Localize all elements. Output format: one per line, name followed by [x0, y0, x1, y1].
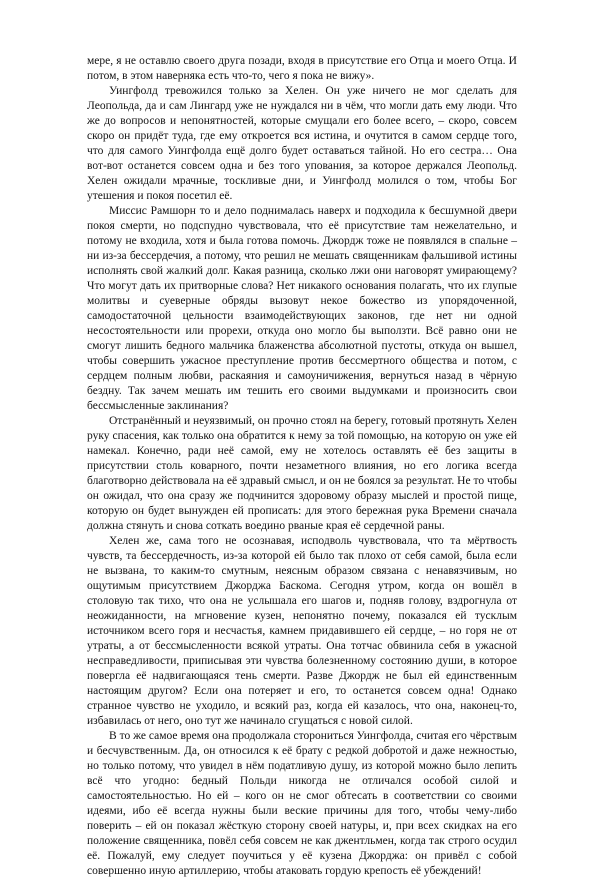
paragraph-helen-feelings: Хелен же, сама того не осознавая, исподволь чувствовала, что та мёртвость чувств, та бессердечность, из-за которой ей было так плохо от себя самой, была если не вызвана, то каким-то смутным, неясным образом связана с ненавязчивым, но ощутимым присутствием Джорджа Баскома. Сегодня утром, когда он вошёл в столовую так тихо, что она не услышала его шагов и, подняв голову, вздрогнула от неожиданности, на мгновение кузен, непонятно почему, показался ей тусклым источником всего горя и несчастья, камнем придавившего ей сердце, – но горя не от утраты, а от бессмысленности всякой утраты. Она тотчас обвинила себя в ужасной несправедливости, приписывая эти чувства болезненному состоянию души, в которое повергла её надвигающаяся тень смерти. Разве Джордж не был ей единственным настоящим другом? Если она потеряет и его, то останется совсем одна! Однако странное чувство не уходило, и всякий раз, когда ей казалось, что она, наконец-то, избавилась от него, оно тут же начинало сгущаться с новой силой.: [87, 535, 517, 727]
paragraph-detached: Отстранённый и неуязвимый, он прочно стоял на берегу, готовый протянуть Хелен руку спасения, как только она обратится к нему за той помощью, на которую он уже ей намекал. Конечно, ради неё самой, ему не хотелось оставлять её без защиты в присутствии столь коварного, почти незаметного влияния, но его логика всегда благотворно действовала на её здравый смысл, и он не боялся за результат. Не то чтобы он ожидал, что она сразу же подчинится здоровому образу мыслей и простой пище, которую он будет вынужден ей прописать: для этого бережная рука Времени сначала должна стянуть и снова соткать воедино рваные края её сердечной раны.: [87, 415, 517, 532]
paragraph-mrs-ramshorn: Миссис Рамшорн то и дело поднималась наверх и подходила к бесшумной двери покоя смерти, но подспудно чувствовала, что её присутствие там нежелательно, и потому не входила, хотя и была готова помочь. Джордж тоже не появлялся в спальне – ни из-за бессердечия, а потому, что решил не мешать священникам фальшивой истины исполнять свой жалкий долг. Какая разница, сколько лжи они наговорят умирающему? Что могут дать их притворные слова? Нет никакого основания полагать, что их глупые молитвы и суеверные обряды вызовут некое божество из упорядоченной, самодостаточной цельности взаимодействующих законов, где нет ни одной несостоятельности или прорехи, откуда оно могло бы выползти. Всё равно они не смогут лишить бедного мальчика блаженства абсолютной пустоты, откуда он вышел, чтобы совершить ужасное преступление против бессмертного общества и потом, с сердцем полным любви, раскаяния и самоуничижения, вернуться назад в чёрную бездну. Так зачем мешать им тешить его своими выдумками и произносить свои бессмысленные заклинания?: [87, 205, 517, 412]
paragraph-wingfold-worry: Уингфолд тревожился только за Хелен. Он уже ничего не мог сделать для Леопольда, да и сам Лингард уже не нуждался ни в чём, что могли дать ему люди. Что же до вопросов и непонятностей, которые смущали его более всего, – скоро, совсем скоро он придёт туда, где ему откроется вся истина, и очутится в самом сердце того, что для самого Уингфолда ещё долго будет оставаться тайной. Но его сестра… Она вот-вот останется совсем одна и без того упования, за которое держался Леопольд. Хелен ожидали мрачные, тоскливые дни, и Уингфолд молился о том, чтобы Бог утешения и покоя посетил её.: [87, 85, 517, 202]
paragraph-helen-avoids-wingfold: В то же самое время она продолжала сторониться Уингфолда, считая его чёрствым и бесчувственным. Да, он относился к её брату с редкой добротой и даже нежностью, но только потому, что увидел в нём податливую душу, из которой можно было лепить всё что угодно: бедный Польди никогда не отличался особой силой и самостоятельностью. Но ей – кого он не смог обтесать в соответствии со своими идеями, ибо её всегда нужны были веские причины для того, чтобы чему-либо поверить – ей он показал жёсткую сторону своей натуры, и, при всех скидках на его положение священника, повёл себя совсем не как джентльмен, когда так строго осудил её. Пожалуй, ему следует поучиться у её кузена Джорджа: он привёл с собой совершенно иную артиллерию, чтобы атаковать гордую крепость её убеждений!: [87, 730, 517, 877]
paragraph-continuation: мере, я не оставлю своего друга позади, входя в присутствие его Отца и моего Отца. И потом, в этом наверняка есть что-то, чего я пока не вижу».: [87, 55, 517, 82]
document-page: [87, 54, 517, 879]
